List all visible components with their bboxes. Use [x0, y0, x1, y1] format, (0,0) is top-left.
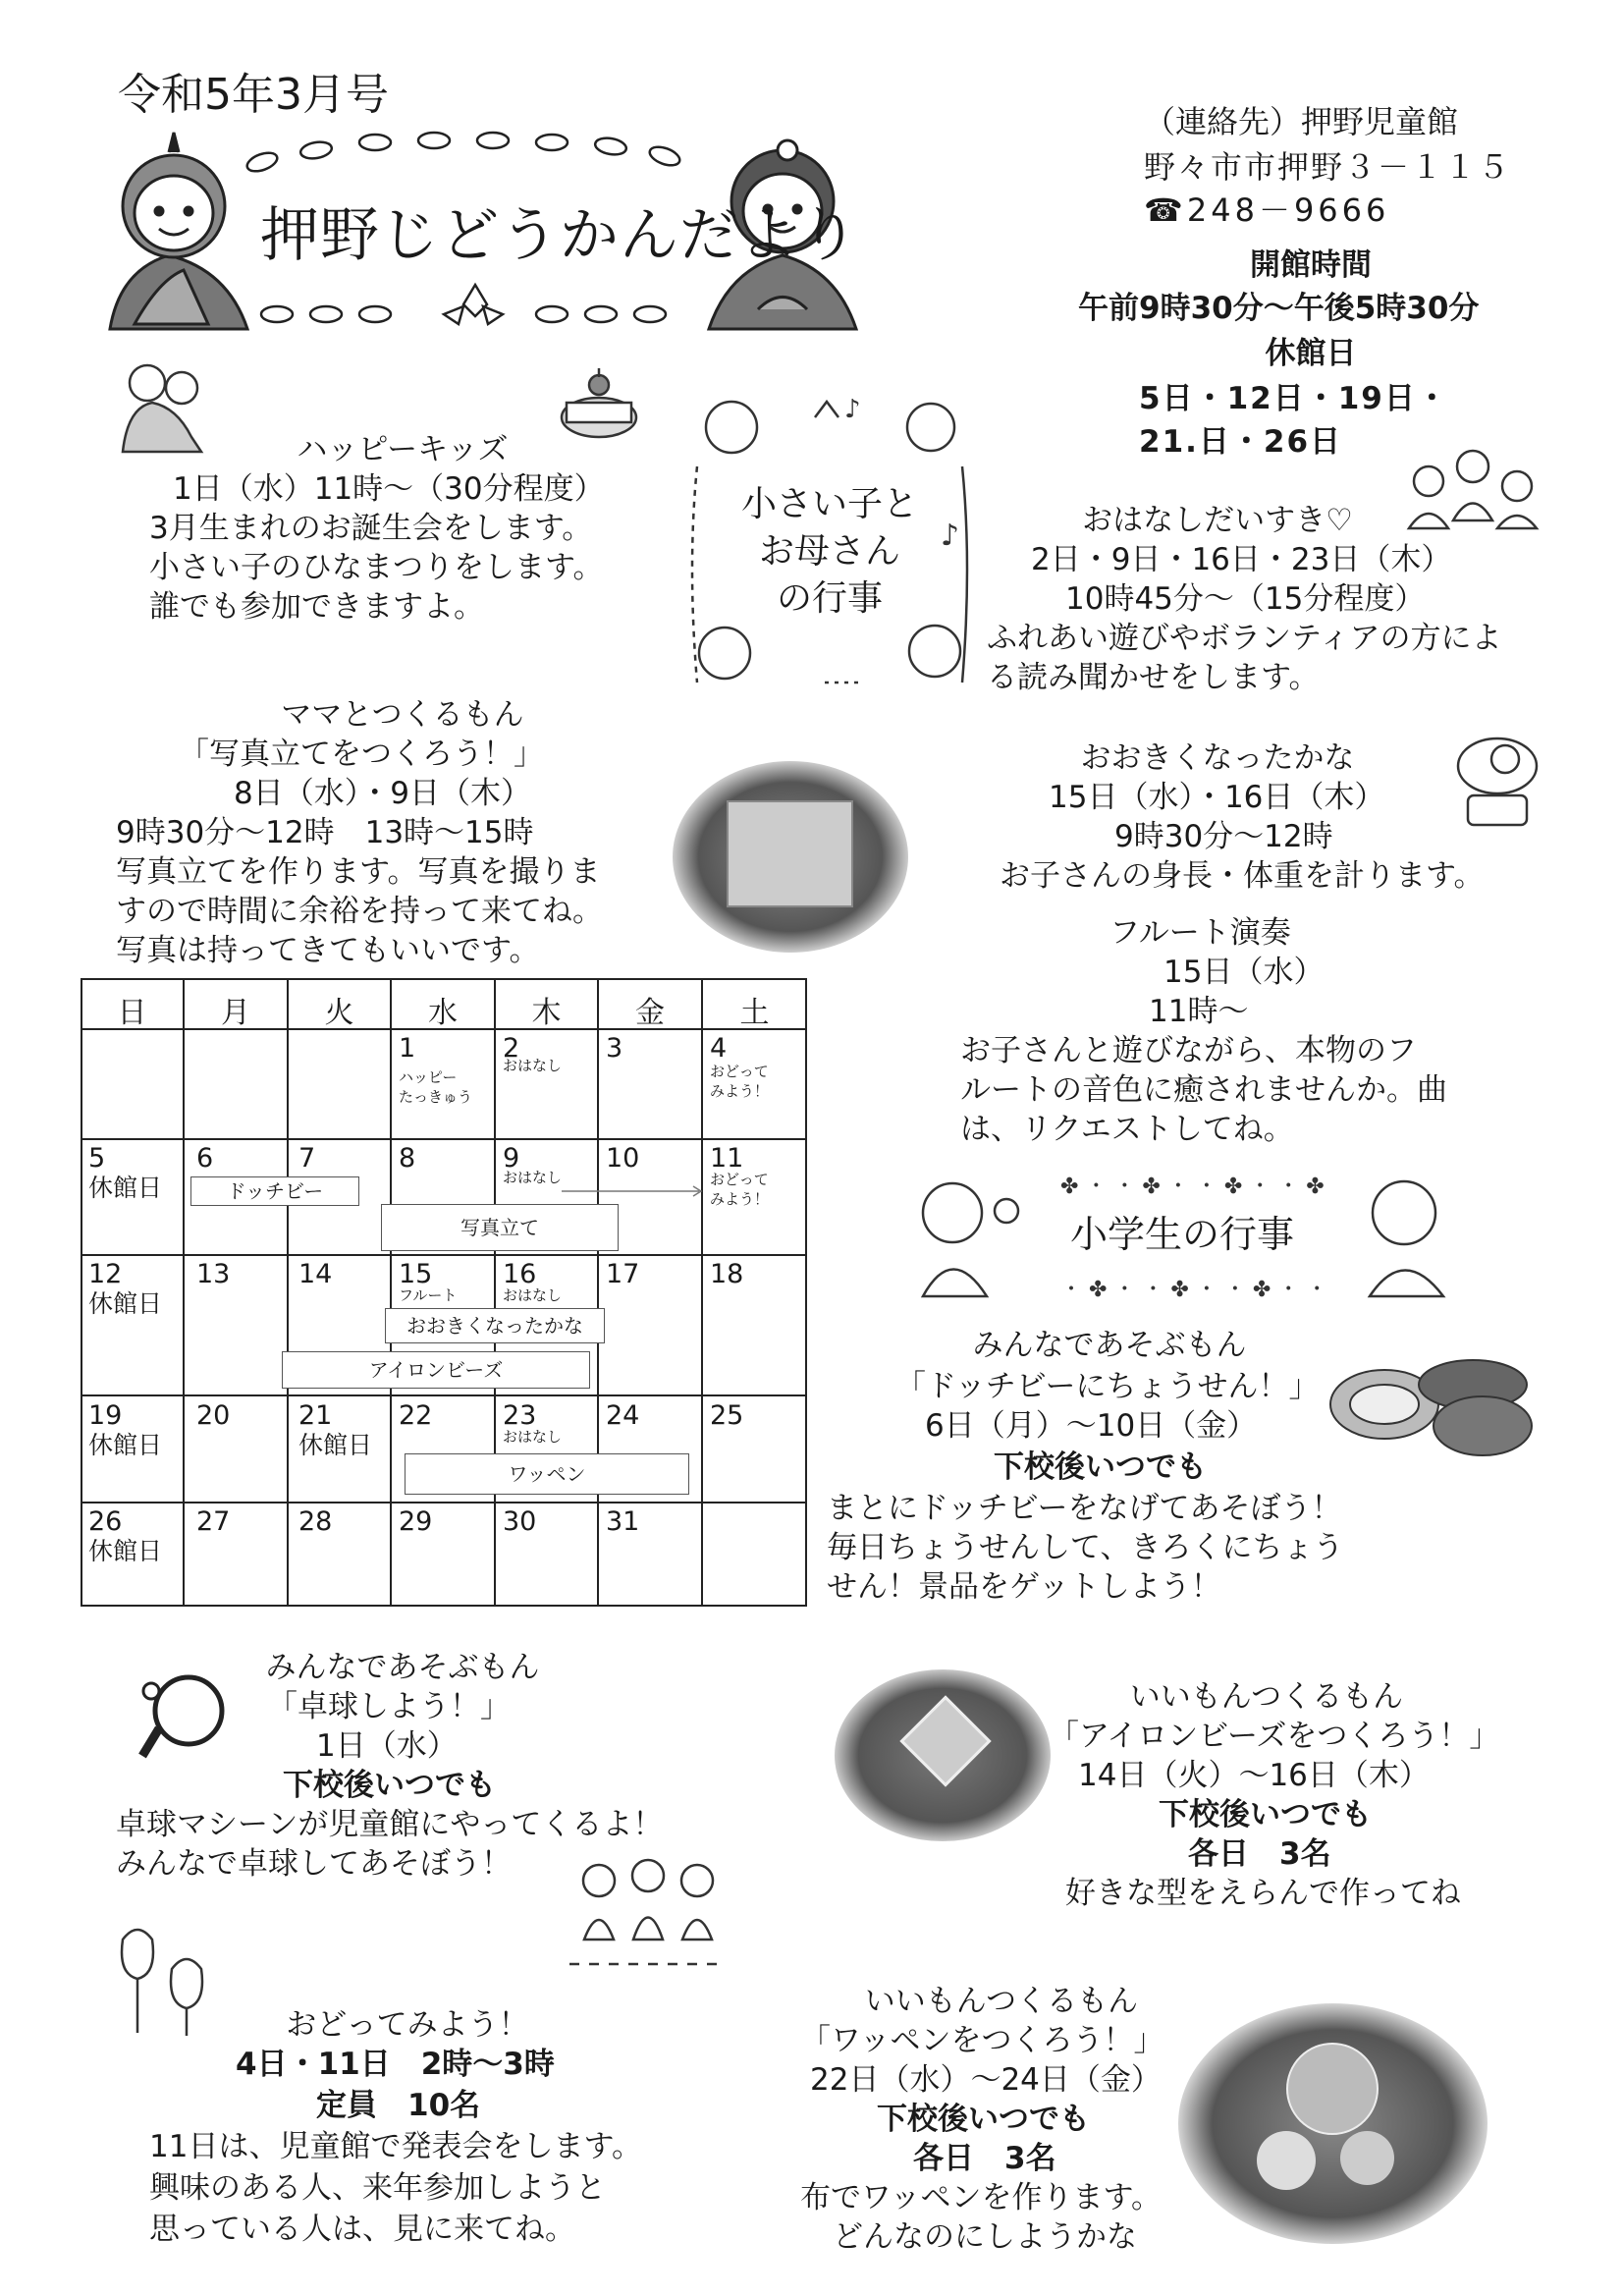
hours-time: 午前9時30分～午後5時30分: [1078, 291, 1480, 326]
photo-frame-photo: [673, 761, 908, 953]
cal-day-29: 29: [399, 1506, 433, 1537]
cal-day-6: 6: [196, 1143, 214, 1174]
flute-date: 15日（水）: [1163, 955, 1325, 990]
cal-day-23-sub: おはなし: [503, 1428, 563, 1446]
ookiku-time: 9時30分～12時: [1114, 819, 1333, 854]
odotte-capacity: 定員 10名: [316, 2088, 481, 2123]
weekday-thu: 木: [531, 996, 562, 1030]
cal-day-28: 28: [298, 1506, 333, 1537]
contact-label: （連絡先）押野児童館: [1144, 103, 1459, 140]
odotte-line-2: 興味のある人、来年参加しようと: [149, 2170, 606, 2206]
baby-scale-illustration: [1448, 722, 1546, 835]
mama-line-3: 写真は持ってきてもいいです。: [116, 933, 540, 968]
weekday-sat: 土: [739, 996, 770, 1030]
cal-day-11: 11: [710, 1143, 744, 1174]
happy-kids-line-2: 小さい子のひなまつりをします。: [149, 550, 604, 585]
cal-day-4-sub-1: おどって: [710, 1063, 769, 1080]
small-children-heading-2: お母さん: [758, 531, 900, 572]
event-calendar: [81, 978, 807, 1607]
cal-day-11-sub-2: みよう！: [710, 1190, 770, 1208]
mama-time: 9時30分～12時 13時～15時: [116, 815, 534, 850]
cal-day-3: 3: [606, 1033, 623, 1064]
cal-day-20: 20: [196, 1400, 231, 1431]
cal-day-2: 2: [503, 1033, 520, 1064]
contact-phone: ☎248－9666: [1144, 191, 1390, 229]
iron-title: いいもんつくるもん: [1129, 1679, 1404, 1715]
iron-capacity: 各日 3名: [1188, 1836, 1331, 1872]
flute-line-3: は、リクエストしてね。: [960, 1112, 1294, 1147]
cal-day-7: 7: [298, 1143, 316, 1174]
wappen-title: いいもんつくるもん: [864, 1984, 1139, 2019]
odotte-line-3: 思っている人は、見に来てね。: [149, 2212, 575, 2247]
cal-day-15-sub: フルート: [399, 1286, 458, 1304]
weekday-sun: 日: [117, 996, 147, 1030]
cal-day-21-closed: 休館日: [298, 1431, 373, 1459]
iron-sub: 「アイロンビーズをつくろう！」: [1049, 1719, 1500, 1754]
issue-label: 令和5年3月号: [118, 70, 389, 120]
cal-day-19-closed: 休館日: [88, 1431, 163, 1459]
flute-time: 11時～: [1149, 994, 1249, 1029]
wappen-dates: 22日（水）～24日（金）: [810, 2062, 1162, 2098]
wappen-photo: [1178, 2003, 1488, 2244]
takkyu-line-2: みんなで卓球してあそぼう！: [116, 1846, 512, 1882]
dodgebee-discs-photo: [1325, 1345, 1542, 1463]
weekday-wed: 水: [428, 996, 458, 1030]
cal-day-4: 4: [710, 1033, 728, 1064]
closed-heading: 休館日: [1265, 336, 1357, 371]
svg-text:♪: ♪: [941, 519, 960, 553]
cal-day-4-sub-2: みよう！: [710, 1082, 770, 1100]
mama-sub: 「写真立てをつくろう！」: [179, 737, 544, 772]
contact-address: 野々市市押野３－１１５: [1144, 148, 1512, 186]
dodgebee-line-2: 毎日ちょうせんして、きろくにちょう: [827, 1530, 1344, 1565]
cal-day-27: 27: [196, 1506, 231, 1537]
bar-dodgebee: ドッチビー: [190, 1176, 359, 1206]
mama-line-1: 写真立てを作ります。写真を撮りま: [116, 854, 601, 890]
svg-text:・ ✤ ・ ・ ✤ ・ ・ ✤ ・ ・: ・ ✤ ・ ・ ✤ ・ ・ ✤ ・ ・: [1060, 1278, 1328, 1302]
school-section-heading: 小学生の行事: [1070, 1213, 1295, 1256]
mama-dates: 8日（水）・9日（木）: [234, 776, 531, 811]
iron-beads-heart-photo: [835, 1669, 1051, 1841]
cal-day-9-sub: おはなし: [503, 1169, 563, 1186]
cal-day-16: 16: [503, 1259, 537, 1289]
cal-day-10: 10: [606, 1143, 640, 1174]
bar-wappen: ワッペン: [405, 1453, 689, 1495]
cal-day-16-sub: おはなし: [503, 1286, 563, 1304]
small-children-heading-3: の行事: [776, 578, 883, 619]
cal-day-14: 14: [298, 1259, 333, 1289]
mama-title: ママとつくるもん: [281, 697, 524, 733]
takkyu-title: みんなであそぶもん: [265, 1650, 540, 1685]
cal-day-1: 1: [399, 1033, 416, 1064]
cal-day-1-sub-1: ハッピー: [399, 1068, 458, 1086]
ohanashi-time: 10時45分～（15分程度）: [1065, 581, 1426, 617]
cal-day-17: 17: [606, 1259, 640, 1289]
happy-kids-line-3: 誰でも参加できますよ。: [149, 589, 484, 625]
ookiku-title: おおきくなったかな: [1080, 740, 1355, 776]
ohanashi-line-1: ふれあい遊びやボランティアの方によ: [987, 621, 1502, 656]
dodgebee-dates: 6日（月）～10日（金）: [925, 1408, 1258, 1444]
cal-day-8: 8: [399, 1143, 416, 1174]
wappen-sub: 「ワッペンをつくろう！」: [800, 2023, 1164, 2058]
wappen-line-1: 布でワッペンを作ります。: [800, 2180, 1162, 2215]
cal-day-19: 19: [88, 1400, 123, 1431]
cal-day-24: 24: [606, 1400, 640, 1431]
cal-day-12-closed: 休館日: [88, 1289, 163, 1318]
takkyu-date: 1日（水）: [316, 1728, 458, 1764]
weekday-tue: 火: [324, 996, 354, 1030]
cal-day-18: 18: [710, 1259, 744, 1289]
cal-day-5-closed: 休館日: [88, 1174, 163, 1202]
wappen-time: 下校後いつでも: [877, 2102, 1090, 2137]
flute-title: フルート演奏: [1109, 915, 1291, 951]
dodgebee-title: みんなであそぶもん: [972, 1328, 1247, 1363]
cal-day-2-sub: おはなし: [503, 1057, 563, 1074]
dodgebee-time: 下校後いつでも: [994, 1449, 1207, 1485]
tulip-flowers-icon: [103, 1920, 231, 2043]
ookiku-line: お子さんの身長・体重を計ります。: [1000, 858, 1485, 894]
weekday-mon: 月: [221, 996, 250, 1030]
odotte-title: おどってみよう！: [286, 2007, 529, 2043]
happy-kids-line-1: 3月生まれのお誕生会をします。: [149, 511, 593, 546]
cal-day-30: 30: [503, 1506, 537, 1537]
takkyu-line-1: 卓球マシーンが児童館にやってくるよ！: [116, 1807, 664, 1842]
svg-text:♪: ♪: [844, 395, 861, 424]
dodgebee-line-1: まとにドッチビーをなげてあそぼう！: [827, 1491, 1342, 1526]
dancing-kids-illustration: [565, 1851, 731, 1984]
ohanashi-dates: 2日・9日・16日・23日（木）: [1031, 542, 1452, 577]
cal-day-26: 26: [88, 1506, 123, 1537]
takkyu-sub: 「卓球しよう！」: [267, 1689, 511, 1724]
cal-day-13: 13: [196, 1259, 231, 1289]
ookiku-dates: 15日（水）・16日（木）: [1049, 780, 1385, 815]
takkyu-time: 下校後いつでも: [283, 1768, 496, 1803]
flute-line-2: ルートの音色に癒されませんか。曲: [960, 1072, 1447, 1108]
cal-day-26-closed: 休館日: [88, 1537, 163, 1565]
ohanashi-title: おはなしだいすき♡: [1082, 503, 1353, 538]
bar-iron-beads: アイロンビーズ: [282, 1351, 590, 1389]
hours-heading: 開館時間: [1250, 247, 1372, 283]
cal-day-25: 25: [710, 1400, 744, 1431]
mama-line-2: すので時間に余裕を持って来てね。: [116, 894, 603, 929]
cal-day-12: 12: [88, 1259, 123, 1289]
bar-ookiku: おおきくなったかな: [385, 1308, 605, 1343]
odotte-dates: 4日・11日 2時～3時: [236, 2047, 555, 2082]
small-children-heading-1: 小さい子と: [740, 484, 918, 524]
iron-line: 好きな型をえらんで作ってね: [1065, 1876, 1461, 1911]
wappen-capacity: 各日 3名: [913, 2141, 1056, 2176]
happy-kids-time: 1日（水）11時～（30分程度）: [173, 471, 605, 507]
cal-day-21: 21: [298, 1400, 333, 1431]
iron-time: 下校後いつでも: [1159, 1797, 1372, 1832]
dodgebee-line-3: せん！景品をゲットしよう！: [827, 1569, 1221, 1605]
closed-days-1: 5日・12日・19日・: [1139, 381, 1449, 416]
cal-day-9: 9: [503, 1143, 520, 1174]
odotte-line-1: 11日は、児童館で発表会をします。: [149, 2129, 642, 2164]
iron-dates: 14日（火）～16日（木）: [1078, 1758, 1430, 1793]
ohanashi-line-2: る読み聞かせをします。: [987, 660, 1320, 695]
hina-doll-left-icon: [110, 133, 247, 329]
cal-day-23: 23: [503, 1400, 537, 1431]
wappen-line-2: どんなのにしようかな: [833, 2219, 1137, 2255]
cal-day-22: 22: [399, 1400, 433, 1431]
cal-day-31: 31: [606, 1506, 640, 1537]
cal-day-5: 5: [88, 1143, 106, 1174]
dodgebee-sub: 「ドッチビーにちょうせん！」: [895, 1369, 1320, 1404]
svg-text:✤ ・ ・ ✤ ・ ・ ✤ ・ ・ ✤: ✤ ・ ・ ✤ ・ ・ ✤ ・ ・ ✤: [1060, 1175, 1325, 1199]
cal-day-11-sub-1: おどって: [710, 1171, 769, 1188]
bar-photo-frame: 写真立て: [381, 1204, 619, 1251]
weekday-fri: 金: [635, 996, 665, 1030]
happy-kids-title: ハッピーキッズ: [297, 432, 509, 467]
closed-days-2: 21.日・26日: [1139, 424, 1343, 460]
newsletter-title: 押野じどうかんだより: [260, 201, 859, 270]
cal-day-15: 15: [399, 1259, 433, 1289]
cal-day-1-sub-2: たっきゅう: [399, 1088, 473, 1106]
flute-line-1: お子さんと遊びながら、本物のフ: [960, 1033, 1417, 1068]
